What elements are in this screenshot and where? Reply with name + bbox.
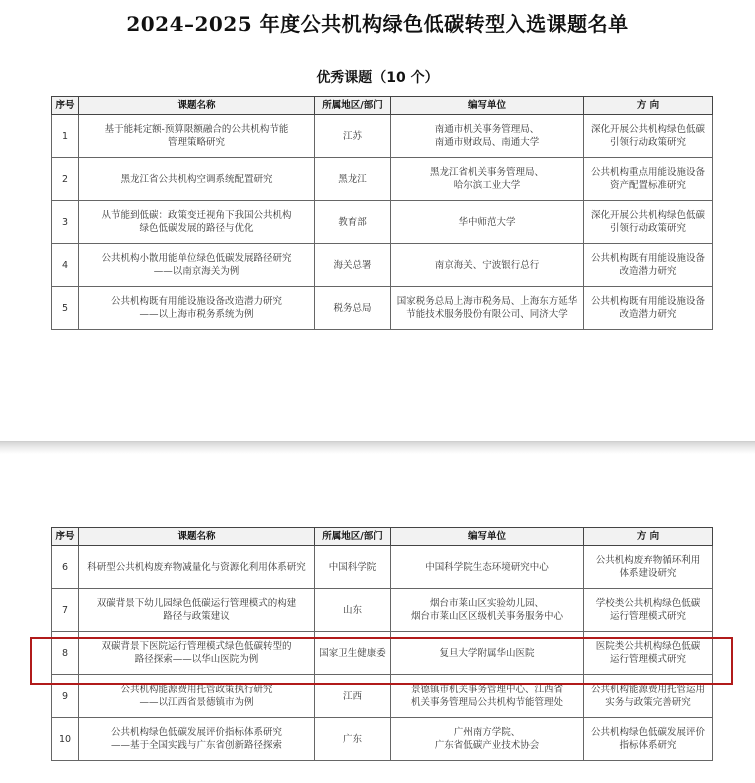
cell-topic xyxy=(79,287,315,330)
cell-topic-line: 公共机构既有用能设施设备改造潜力研究 xyxy=(110,296,282,307)
cell-topic-line: 公共机构绿色低碳发展评价指标体系研究 xyxy=(110,727,282,738)
cell-unit-line: 国家税务总局上海市税务局、上海东方延华 xyxy=(396,296,578,307)
cell-direction-line: 公共机构重点用能设施设备 xyxy=(590,167,705,178)
cell-unit xyxy=(391,589,584,632)
cell-direction xyxy=(584,718,713,761)
cell-direction xyxy=(584,244,713,287)
cell-topic xyxy=(79,589,315,632)
cell-region: 海关总署 xyxy=(315,244,391,287)
table-body xyxy=(52,115,713,330)
document-title: 2024–2025 年度公共机构绿色低碳转型入选课题名单 xyxy=(126,12,629,36)
cell-topic xyxy=(79,201,315,244)
cell-no: 2 xyxy=(52,158,79,201)
cell-unit-line: 节能技术服务股份有限公司、同济大学 xyxy=(406,309,568,320)
cell-topic-line: ——以上海市税务系统为例 xyxy=(139,309,254,320)
cell-direction-line: 公共机构既有用能设施设备 xyxy=(590,253,705,264)
cell-direction-line: 深化开展公共机构绿色低碳 xyxy=(590,210,705,221)
cell-unit-line: 华中师范大学 xyxy=(458,216,516,228)
cell-direction xyxy=(584,589,713,632)
cell-direction-line: 公共机构废弃物循环利用 xyxy=(595,555,701,566)
cell-direction xyxy=(584,115,713,158)
table-row xyxy=(52,546,713,589)
cell-unit-line: 景德镇市机关事务管理中心、江西省 xyxy=(410,684,563,695)
table-row xyxy=(52,201,713,244)
cell-unit-line: 黑龙江省机关事务管理局、 xyxy=(429,167,544,178)
header-topic: 课题名称 xyxy=(79,528,315,546)
table-row xyxy=(52,244,713,287)
cell-region: 江西 xyxy=(315,675,391,718)
table-row xyxy=(52,287,713,330)
header-topic: 课题名称 xyxy=(79,97,315,115)
header-no: 序号 xyxy=(52,528,79,546)
cell-unit-line: 烟台市莱山区实验幼儿园、 xyxy=(429,598,544,609)
table-row xyxy=(52,718,713,761)
page-separator xyxy=(0,441,755,454)
cell-topic-line: 绿色低碳发展的路径与优化 xyxy=(139,223,254,234)
cell-topic-line: 公共机构能源费用托管政策执行研究 xyxy=(120,684,273,695)
cell-direction-line: 公共机构能源费用托管运用 xyxy=(590,684,705,695)
table-header-row xyxy=(52,528,713,546)
cell-unit-line: 广东省低碳产业技术协会 xyxy=(434,740,540,751)
cell-topic-line: 黑龙江省公共机构空调系统配置研究 xyxy=(120,173,273,185)
cell-direction-line: 运行管理模式研究 xyxy=(609,611,686,622)
cell-unit-line: 哈尔滨工业大学 xyxy=(453,180,521,191)
cell-unit-line: 南通市财政局、南通大学 xyxy=(434,137,540,148)
cell-topic-line: 基于能耗定额-预算限额融合的公共机构节能 xyxy=(104,124,289,135)
cell-unit-line: 南京海关、宁波银行总行 xyxy=(434,259,540,271)
cell-unit-line: 烟台市莱山区区级机关事务服务中心 xyxy=(410,611,563,622)
cell-direction-line: 公共机构既有用能设施设备 xyxy=(590,296,705,307)
cell-topic xyxy=(79,115,315,158)
cell-direction xyxy=(584,158,713,201)
cell-direction-line: 引领行动政策研究 xyxy=(609,137,686,148)
cell-unit-line: 机关事务管理局公共机构节能管理处 xyxy=(410,697,563,708)
cell-topic-line: 双碳背景下医院运行管理模式绿色低碳转型的 xyxy=(101,641,292,652)
cell-no: 1 xyxy=(52,115,79,158)
cell-region: 教育部 xyxy=(315,201,391,244)
cell-topic-line: 路径与政策建议 xyxy=(163,611,230,622)
cell-unit xyxy=(391,201,584,244)
cell-topic-line: 路径探索——以华山医院为例 xyxy=(134,654,259,665)
header-unit: 编写单位 xyxy=(391,97,584,115)
cell-direction-line: 医院类公共机构绿色低碳 xyxy=(595,641,701,652)
highlight-box-row-8 xyxy=(30,637,733,685)
cell-no: 3 xyxy=(52,201,79,244)
cell-no: 6 xyxy=(52,546,79,589)
cell-direction-line: 改造潜力研究 xyxy=(619,309,677,320)
cell-direction xyxy=(584,201,713,244)
cell-topic-line: 科研型公共机构废弃物减量化与资源化利用体系研究 xyxy=(87,561,306,573)
cell-topic-line: ——基于全国实践与广东省创新路径探索 xyxy=(110,740,282,751)
cell-topic xyxy=(79,244,315,287)
cell-direction-line: 资产配置标准研究 xyxy=(609,180,686,191)
header-region: 所属地区/部门 xyxy=(315,528,391,546)
cell-unit-line: 中国科学院生态环境研究中心 xyxy=(425,561,549,573)
cell-region: 黑龙江 xyxy=(315,158,391,201)
cell-unit xyxy=(391,158,584,201)
cell-direction-line: 体系建设研究 xyxy=(619,568,677,579)
cell-no: 4 xyxy=(52,244,79,287)
cell-no: 9 xyxy=(52,675,79,718)
header-unit: 编写单位 xyxy=(391,528,584,546)
cell-unit-line: 南通市机关事务管理局、 xyxy=(434,124,540,135)
cell-direction-line: 指标体系研究 xyxy=(619,740,677,751)
cell-unit xyxy=(391,244,584,287)
cell-topic-line: 管理策略研究 xyxy=(167,137,225,148)
cell-topic-line: 双碳背景下幼儿园绿色低碳运行管理模式的构建 xyxy=(96,598,297,609)
cell-no: 10 xyxy=(52,718,79,761)
cell-no: 7 xyxy=(52,589,79,632)
table-row xyxy=(52,158,713,201)
cell-region: 山东 xyxy=(315,589,391,632)
cell-direction-line: 学校类公共机构绿色低碳 xyxy=(595,598,701,609)
cell-unit xyxy=(391,718,584,761)
cell-topic-line: ——以江西省景德镇市为例 xyxy=(139,697,254,708)
header-no: 序号 xyxy=(52,97,79,115)
header-direction: 方 向 xyxy=(584,97,713,115)
cell-direction-line: 运行管理模式研究 xyxy=(609,654,686,665)
cell-direction xyxy=(584,287,713,330)
table-header-row xyxy=(52,97,713,115)
cell-region: 税务总局 xyxy=(315,287,391,330)
cell-region: 国家卫生健康委 xyxy=(315,632,391,675)
cell-no: 5 xyxy=(52,287,79,330)
cell-topic-line: ——以南京海关为例 xyxy=(153,266,240,277)
header-direction: 方 向 xyxy=(584,528,713,546)
cell-unit xyxy=(391,287,584,330)
cell-direction-line: 引领行动政策研究 xyxy=(609,223,686,234)
cell-region: 中国科学院 xyxy=(315,546,391,589)
header-region: 所属地区/部门 xyxy=(315,97,391,115)
cell-direction-line: 公共机构绿色低碳发展评价 xyxy=(590,727,705,738)
cell-direction-line: 实务与政策完善研究 xyxy=(605,697,691,708)
cell-topic-line: 从节能到低碳：政策变迁视角下我国公共机构 xyxy=(101,210,292,221)
table-row xyxy=(52,115,713,158)
cell-topic-line: 公共机构小散用能单位绿色低碳发展路径研究 xyxy=(101,253,292,264)
cell-no: 8 xyxy=(52,632,79,675)
cell-unit xyxy=(391,115,584,158)
cell-unit xyxy=(391,546,584,589)
cell-direction-line: 深化开展公共机构绿色低碳 xyxy=(590,124,705,135)
topics-table-page-1 xyxy=(51,96,713,330)
cell-direction-line: 改造潜力研究 xyxy=(619,266,677,277)
table-row xyxy=(52,589,713,632)
cell-direction xyxy=(584,546,713,589)
cell-topic xyxy=(79,718,315,761)
cell-topic xyxy=(79,158,315,201)
cell-unit-line: 广州南方学院、 xyxy=(453,727,521,738)
cell-topic xyxy=(79,546,315,589)
cell-region: 广东 xyxy=(315,718,391,761)
section-subtitle: 优秀课题（10 个） xyxy=(316,70,439,86)
cell-unit-line: 复旦大学附属华山医院 xyxy=(439,647,535,659)
cell-region: 江苏 xyxy=(315,115,391,158)
